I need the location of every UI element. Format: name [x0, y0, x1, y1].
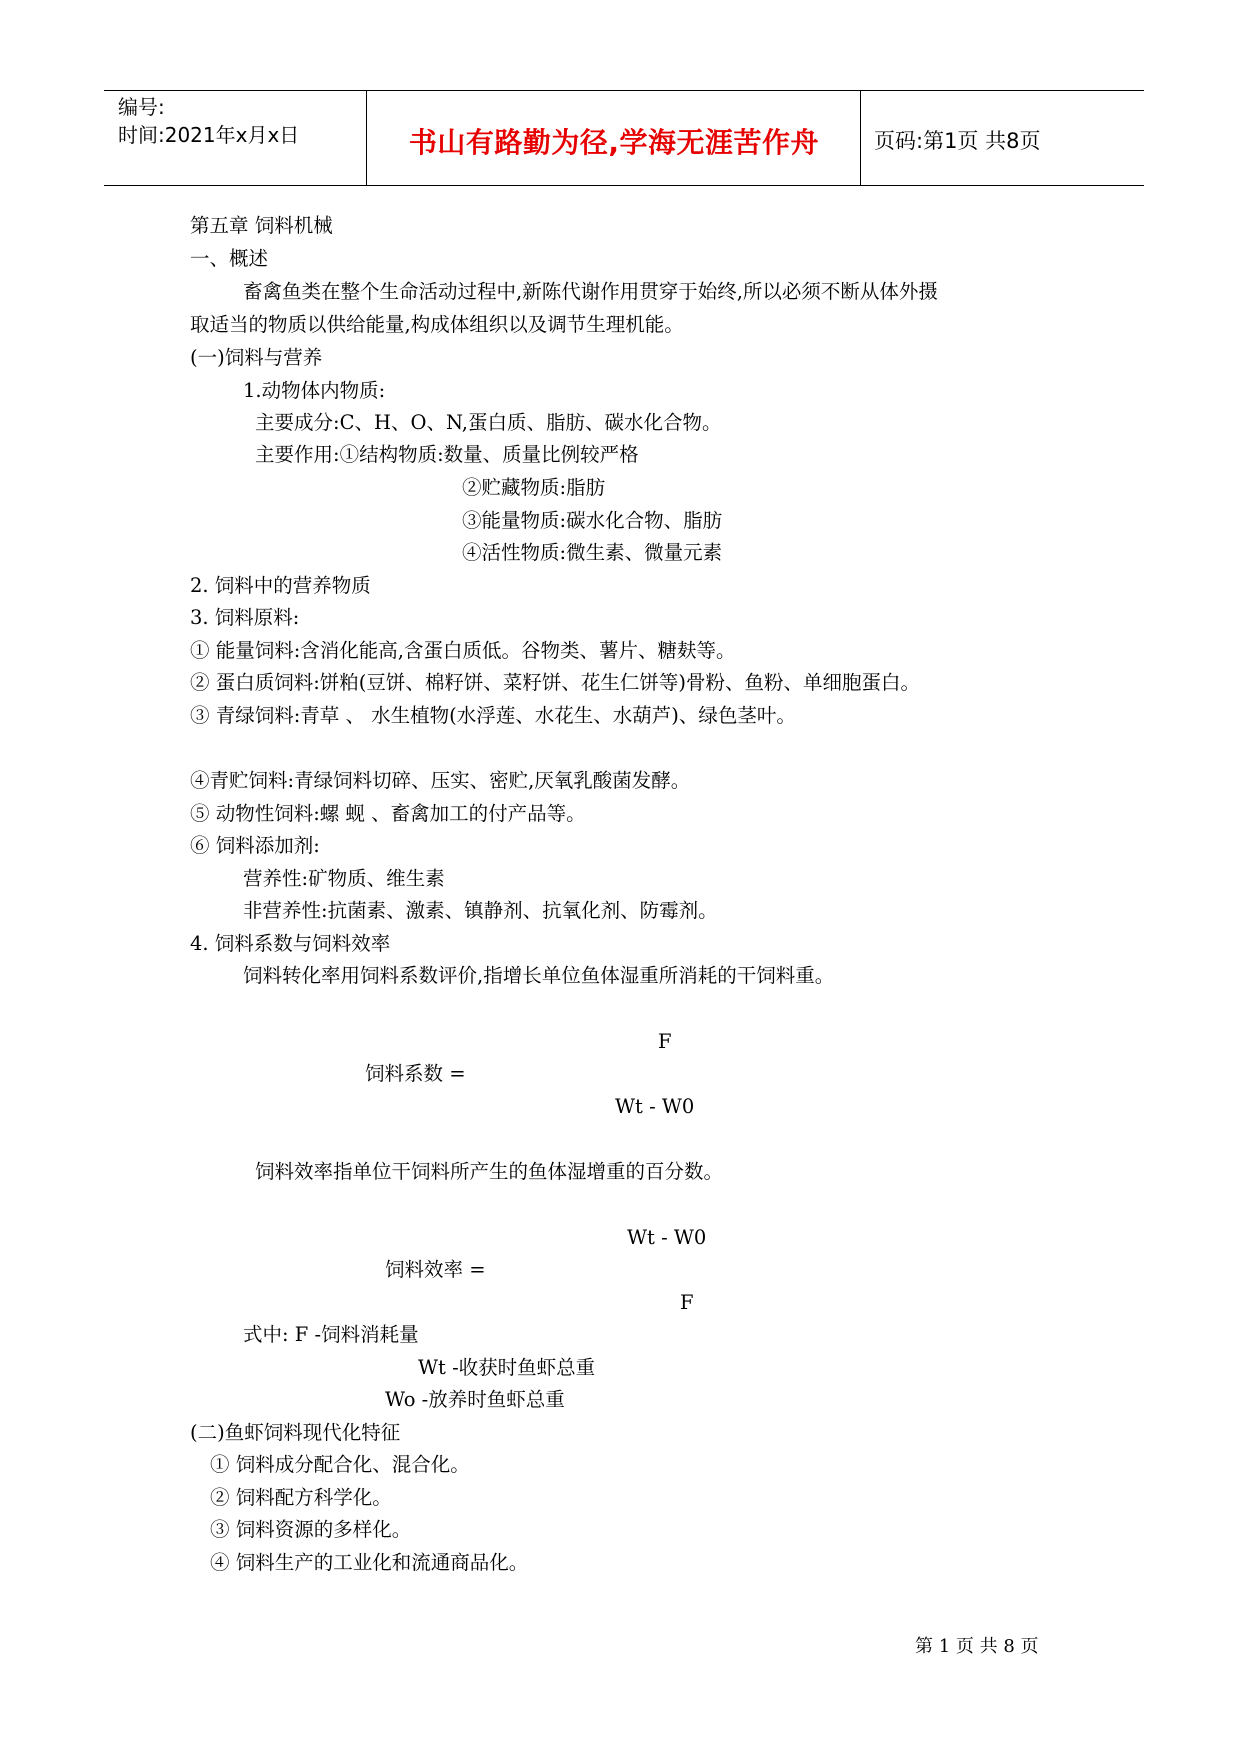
number-label: 编号:: [118, 95, 165, 119]
subsection-heading: (二)鱼虾饲料现代化特征: [190, 1421, 401, 1444]
header-motto: 书山有路勤为径,学海无涯苦作舟: [408, 126, 820, 159]
paragraph-line: 取适当的物质以供给能量,构成体组织以及调节生理机能。: [190, 313, 684, 336]
formula-label: 饲料效率 =: [385, 1258, 486, 1281]
list-item: ④ 饲料生产的工业化和流通商品化。: [210, 1551, 529, 1574]
formula-label: 饲料系数 =: [365, 1062, 466, 1085]
chapter-title: 第五章 饲料机械: [190, 214, 333, 237]
list-item: 主要作用:①结构物质:数量、质量比例较严格: [255, 443, 639, 466]
formula-denominator: F: [680, 1291, 694, 1314]
header-left: [118, 93, 299, 149]
list-item: ② 蛋白质饲料:饼粕(豆饼、棉籽饼、菜籽饼、花生仁饼等)骨粉、鱼粉、单细胞蛋白。: [190, 671, 920, 694]
paragraph-line: 饲料效率指单位干饲料所产生的鱼体湿增重的百分数。: [255, 1160, 724, 1183]
list-item: ⑥ 饲料添加剂:: [190, 834, 320, 857]
list-item: ⑤ 动物性饲料:螺 蚬 、畜禽加工的付产品等。: [190, 802, 586, 825]
header-divider: [366, 91, 367, 185]
list-item: 营养性:矿物质、维生素: [243, 867, 445, 890]
list-item: 2. 饲料中的营养物质: [190, 574, 371, 597]
subsection-heading: (一)饲料与营养: [190, 346, 323, 369]
list-item: ③ 饲料资源的多样化。: [210, 1518, 412, 1541]
paragraph-line: 畜禽鱼类在整个生命活动过程中,新陈代谢作用贯穿于始终,所以必须不断从体外摄: [243, 280, 938, 303]
list-item: 主要成分:C、H、O、N,蛋白质、脂肪、碳水化合物。: [255, 411, 722, 434]
list-item: 3. 饲料原料:: [190, 606, 300, 629]
list-item: ④活性物质:微生素、微量元素: [462, 541, 723, 564]
header-page-info: 页码:第1页 共8页: [874, 129, 1041, 153]
legend-line: Wo -放养时鱼虾总重: [385, 1388, 565, 1411]
page-number: 第 1 页 共 8 页: [915, 1636, 1039, 1657]
formula-numerator: Wt - W0: [627, 1226, 707, 1249]
list-item: ②贮藏物质:脂肪: [462, 476, 606, 499]
formula-denominator: Wt - W0: [615, 1095, 695, 1118]
time-label: 时间:2021年x月x日: [118, 123, 300, 147]
list-item: ① 能量饲料:含消化能高,含蛋白质低。谷物类、薯片、糖麸等。: [190, 639, 736, 662]
page-header: [104, 90, 1144, 186]
paragraph-line: 饲料转化率用饲料系数评价,指增长单位鱼体湿重所消耗的干饲料重。: [243, 964, 835, 987]
list-item: 4. 饲料系数与饲料效率: [190, 932, 391, 955]
list-item: ③能量物质:碳水化合物、脂肪: [462, 509, 723, 532]
list-item: ④青贮饲料:青绿饲料切碎、压实、密贮,厌氧乳酸菌发酵。: [190, 769, 691, 792]
legend-line: Wt -收获时鱼虾总重: [418, 1356, 596, 1379]
legend-line: 式中: F -饲料消耗量: [243, 1323, 419, 1346]
list-item: 非营养性:抗菌素、激素、镇静剂、抗氧化剂、防霉剂。: [243, 899, 718, 922]
section-heading: 一、概述: [190, 247, 269, 270]
list-item: ② 饲料配方科学化。: [210, 1486, 392, 1509]
formula-numerator: F: [658, 1030, 672, 1053]
list-item: ③ 青绿饲料:青草 、 水生植物(水浮莲、水花生、水葫芦)、绿色茎叶。: [190, 704, 796, 727]
list-item: ① 饲料成分配合化、混合化。: [210, 1453, 470, 1476]
list-item: 1.动物体内物质:: [243, 379, 386, 402]
header-divider: [860, 91, 861, 185]
